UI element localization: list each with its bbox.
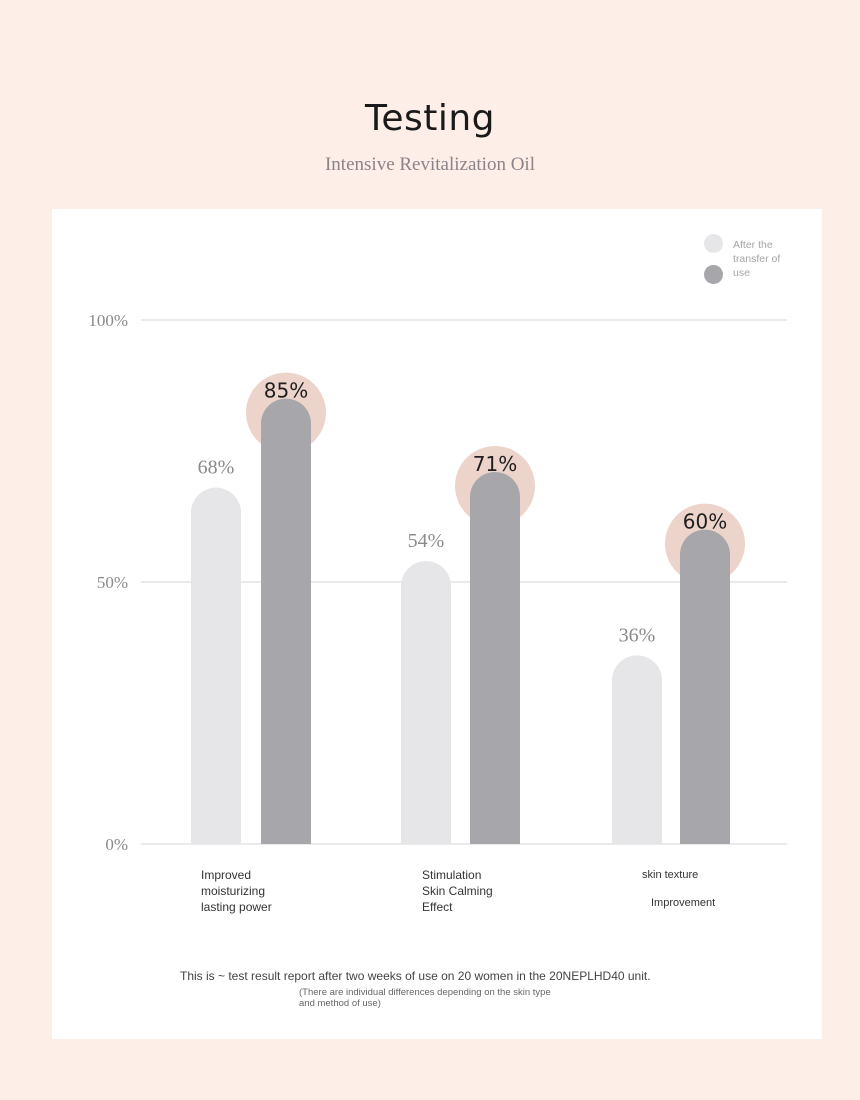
category-label-texture	[642, 867, 715, 911]
y-tick-label: 50%	[96, 573, 128, 592]
category-label-line: Stimulation	[422, 868, 482, 882]
category-label-moisturizing	[201, 867, 272, 915]
y-tick-label: 100%	[88, 311, 128, 330]
data-label-after: 85%	[263, 378, 309, 403]
legend-label-after: After the transfer of use	[733, 239, 781, 279]
footnote-sub: (There are individual differences depending on the skin type and method of use)	[299, 987, 551, 1009]
bar-before	[191, 488, 241, 844]
bar-after	[261, 399, 311, 844]
category-label-line: lasting power	[201, 900, 272, 914]
legend-swatch-after	[704, 265, 723, 284]
category-label-line: skin texture	[642, 869, 699, 881]
bar-before	[612, 655, 662, 844]
data-label-before: 68%	[197, 456, 235, 479]
data-label-after: 71%	[472, 451, 518, 476]
data-label-after: 60%	[682, 509, 728, 534]
bar-after	[470, 472, 520, 844]
chart-panel	[52, 209, 822, 1039]
page-subtitle: Intensive Revitalization Oil	[324, 154, 535, 175]
data-label-before: 54%	[407, 530, 445, 553]
bar-before	[401, 561, 451, 844]
data-label-before: 36%	[618, 624, 656, 647]
category-label-line: Skin Calming	[422, 884, 493, 898]
category-label-calming	[422, 867, 493, 915]
category-label-line: moisturizing	[201, 884, 266, 898]
category-label-line: Effect	[422, 900, 453, 914]
category-label-line: Improvement	[651, 897, 716, 909]
y-tick-label: 0%	[105, 835, 128, 854]
footnote: This is ~ test result report after two weeks of use on 20 women in the 20NEPLHD40 unit.	[180, 969, 651, 983]
page-title: Testing	[364, 98, 496, 139]
bar-after	[680, 530, 730, 844]
category-label-line: Improved	[201, 868, 252, 882]
legend-swatch-before	[704, 234, 723, 253]
